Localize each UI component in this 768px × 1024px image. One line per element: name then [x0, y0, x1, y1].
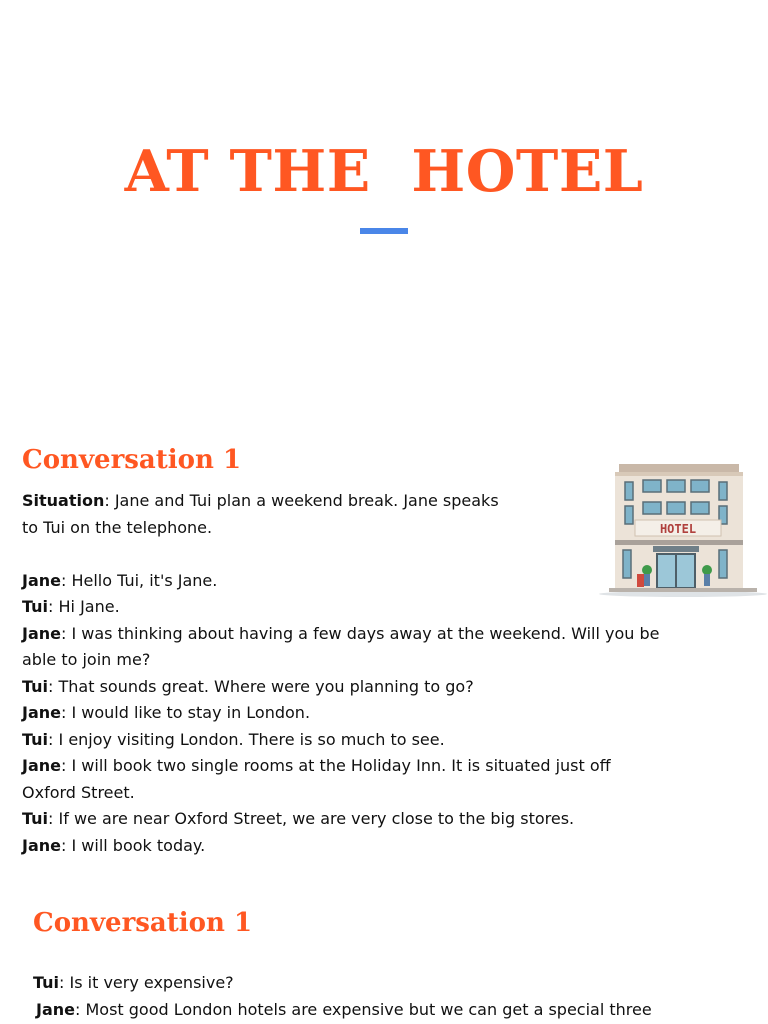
- dialogue-text: : I was thinking about having a few days away at the weekend. Will you be: [61, 623, 660, 643]
- dialogue-text: : If we are near Oxford Street, we are very close to the big stores.: [48, 809, 575, 828]
- dialogue-line-continued: able to join me?: [22, 650, 151, 669]
- blank-line: [22, 541, 659, 568]
- conversation-1-body: [22, 488, 659, 859]
- dialogue-line: [22, 753, 659, 780]
- dialogue-line: [33, 970, 652, 997]
- speaker-name: Jane: [22, 703, 61, 722]
- conversation-2-heading: Conversation 1: [33, 908, 253, 938]
- speaker-name: Tui: [22, 809, 49, 828]
- speaker-name: Jane: [36, 999, 75, 1019]
- hotel-sign-text: HOTEL: [659, 522, 697, 536]
- dialogue-line: [22, 806, 659, 833]
- dialogue-text: : Hello Tui, it's Jane.: [61, 570, 218, 590]
- dialogue-text: : Most good London hotels are expensive but we can get a special three: [75, 999, 652, 1019]
- dialogue-text: : I would like to stay in London.: [61, 703, 311, 722]
- situation-line-continued: to Tui on the telephone.: [22, 517, 213, 537]
- situation-label: Situation: [22, 491, 105, 510]
- hotel-building-icon: [597, 462, 768, 602]
- speaker-name: Jane: [22, 570, 61, 590]
- speaker-name: Jane: [22, 835, 61, 855]
- dialogue-line: [22, 621, 659, 648]
- dialogue-text: : I will book today.: [61, 835, 206, 855]
- speaker-name: Jane: [22, 623, 61, 643]
- dialogue-line: [22, 674, 659, 701]
- conversation-1-heading: Conversation 1: [22, 445, 242, 475]
- dialogue-text: : I enjoy visiting London. There is so much to see.: [48, 729, 445, 749]
- dialogue-text: : Is it very expensive?: [59, 973, 234, 992]
- speaker-name: Tui: [22, 729, 49, 749]
- situation-text: : Jane and Tui plan a weekend break. Jane speaks: [104, 491, 499, 510]
- title-underline: [360, 228, 408, 234]
- dialogue-text: : Hi Jane.: [48, 597, 120, 616]
- dialogue-text: : I will book two single rooms at the Holiday Inn. It is situated just off: [61, 756, 611, 775]
- speaker-name: Jane: [22, 756, 61, 775]
- dialogue-line: [36, 997, 652, 1024]
- speaker-name: Tui: [22, 597, 49, 616]
- dialogue-line: [22, 833, 659, 860]
- page-title: AT THE HOTEL: [124, 138, 644, 205]
- dialogue-line: [22, 700, 659, 727]
- dialogue-text: : That sounds great. Where were you planning to go?: [48, 676, 474, 696]
- speaker-name: Tui: [33, 973, 60, 992]
- dialogue-line: [22, 727, 659, 754]
- dialogue-line: [22, 568, 659, 595]
- conversation-2-body: [33, 970, 652, 1023]
- speaker-name: Tui: [22, 676, 49, 696]
- situation-line: [22, 488, 659, 515]
- dialogue-line: [22, 594, 659, 621]
- dialogue-line-continued: Oxford Street.: [22, 782, 135, 802]
